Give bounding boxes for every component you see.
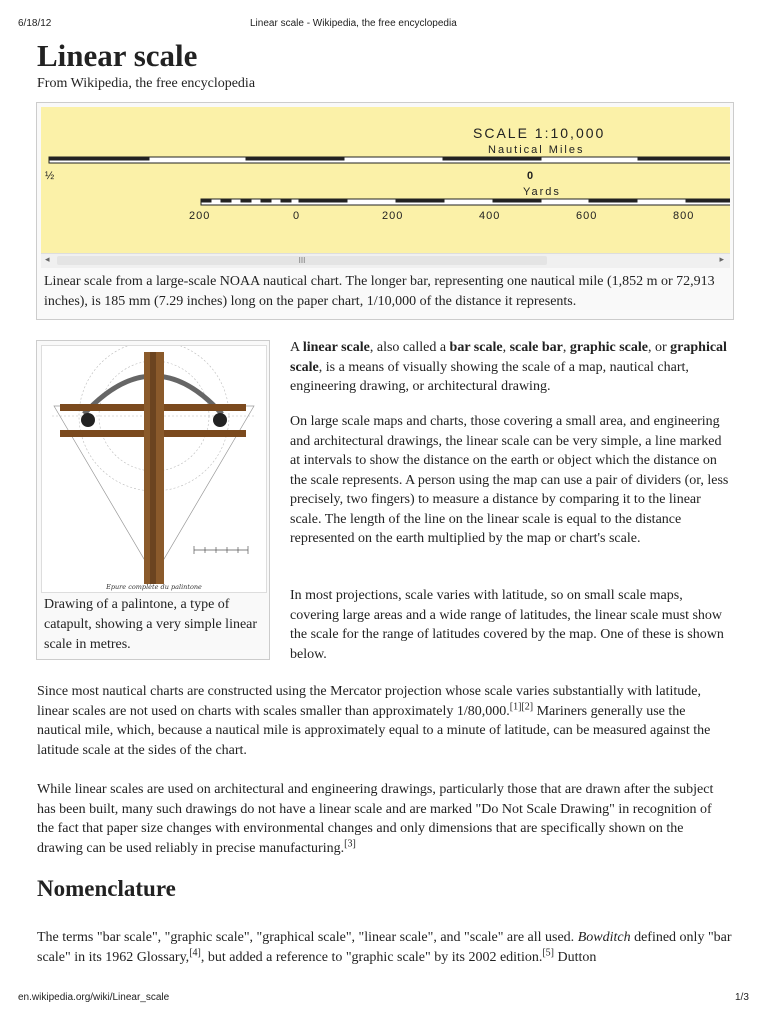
- palintone-figure: [36, 340, 270, 660]
- term-linear-scale: linear scale: [302, 340, 370, 355]
- yard-tick: 200: [189, 210, 211, 222]
- intro-paragraph: [290, 338, 732, 397]
- palintone-figure-caption: Drawing of a palintone, a type of catapult, showing a very simple linear scale in metres.: [44, 597, 258, 652]
- term-graphical-scale: graphical scale: [290, 340, 727, 375]
- text-run: defined only "bar scale" in its 1962 Glossary,: [37, 930, 732, 965]
- yard-tick: 0: [293, 210, 301, 222]
- page-title: Linear scale: [37, 38, 198, 73]
- half-mile-mark: ½: [45, 170, 55, 182]
- text-run: A: [290, 340, 303, 355]
- scroll-thumb[interactable]: [57, 256, 547, 265]
- text-run: ,: [502, 340, 510, 355]
- bowditch-title: Bowditch: [577, 930, 631, 945]
- text-run: The terms "bar scale", "graphic scale", "graphical scale", "linear scale", and "scale" are all used.: [37, 930, 578, 945]
- yards-bar: [201, 199, 730, 205]
- yard-tick: 600: [576, 210, 598, 222]
- palintone-drawing-caption: Epure complète du palintone: [106, 583, 202, 591]
- term-scale-bar: scale bar: [509, 340, 563, 355]
- yard-tick: 800: [673, 210, 695, 222]
- text-run: , is a means of visually showing the scale of a map, nautical chart, engineering drawing, or architectural drawing.: [290, 359, 689, 394]
- yards-label: Yards: [523, 186, 561, 198]
- text-run: Mariners generally use the nautical mile, which, because a nautical mile is approximately equal to a minute of latitude, can be measured against the latitude scale at the sides of the chart.: [37, 703, 711, 758]
- citation-link[interactable]: [1][2]: [509, 700, 534, 712]
- print-page-number: 1/3: [735, 992, 749, 1003]
- citation-link[interactable]: [4]: [189, 946, 201, 958]
- text-run: Dutton: [554, 949, 597, 965]
- nautical-scale-drawing: [41, 107, 730, 253]
- text-run: , also called a: [369, 340, 450, 355]
- nomenclature-paragraph: [37, 928, 732, 967]
- palintone-linear-scale: [194, 546, 248, 554]
- scroll-right-icon[interactable]: ▸: [719, 254, 724, 264]
- text-run: While linear scales are used on architectural and engineering drawings, particularly those that are drawn after the subject has been built, many such drawings do not have a linear scale and are marked "Do Not Scale Drawing" in recognition of the fact that paper size changes with environmental changes and only dimensions that are specifically shown on the drawing can be used reliably in precise manufacturing.: [37, 782, 714, 856]
- architectural-paragraph: [37, 780, 732, 858]
- text-run: , or: [647, 340, 671, 355]
- nautical-mile-bar: [49, 157, 730, 163]
- scale-figure-caption: Linear scale from a large-scale NOAA nautical chart. The longer bar, representing one nautical mile (1,852 m or 72,913 inches), is 185 mm (7.29 inches) long on the paper chart, 1/10,000 of the distance it represents.: [44, 274, 715, 309]
- scale-figure: [36, 102, 734, 320]
- large-scale-paragraph: On large scale maps and charts, those covering a small area, and engineering and architectural drawings, the linear scale can be very simple, a line marked at intervals to show the distance on the earth or object which the distance on the scale represents. A person using the map can use a pair of dividers (or, less precisely, two fingers) to measure a distance by comparing it to the linear scale. The length of the line on the linear scale is equal to the distance represented on the earth multiplied by the map or chart's scale.: [290, 414, 729, 546]
- scale-image[interactable]: [41, 107, 730, 267]
- palintone-drawing: [42, 346, 266, 592]
- scale-ratio-label: SCALE 1:10,000: [473, 125, 606, 141]
- yard-tick: 400: [479, 210, 501, 222]
- citation-link[interactable]: [3]: [344, 837, 356, 849]
- projection-paragraph: In most projections, scale varies with latitude, so on small scale maps, covering large areas and a wide range of latitudes, the linear scale must show the scale for the range of latitudes covered by the map. One of these is shown below.: [290, 588, 724, 662]
- scroll-left-icon[interactable]: ◂: [45, 254, 50, 264]
- yard-tick-labels: [189, 210, 694, 222]
- nautical-charts-paragraph: [37, 682, 732, 760]
- scroll-grip-icon: III: [298, 256, 306, 265]
- print-url: en.wikipedia.org/wiki/Linear_scale: [18, 992, 170, 1003]
- page-subtitle: From Wikipedia, the free encyclopedia: [37, 76, 256, 91]
- print-page-title: Linear scale - Wikipedia, the free encyclopedia: [250, 18, 457, 29]
- zero-mile-mark: 0: [527, 170, 534, 182]
- palintone-image[interactable]: [41, 345, 267, 593]
- term-bar-scale: bar scale: [449, 340, 503, 355]
- citation-link[interactable]: [5]: [542, 946, 555, 958]
- text-run: Since most nautical charts are constructed using the Mercator projection whose scale varies substantially with latitude, linear scales are not used on charts with scales smaller than approximately 1/80,000.: [37, 684, 702, 719]
- section-heading-nomenclature: Nomenclature: [37, 876, 176, 901]
- term-graphic-scale: graphic scale: [569, 340, 648, 355]
- text-run: , but added a reference to "graphic scale" by its 2002 edition.: [200, 949, 543, 965]
- print-date: 6/18/12: [18, 18, 52, 29]
- nautical-miles-label: Nautical Miles: [488, 144, 585, 156]
- horizontal-scrollbar[interactable]: [41, 253, 730, 268]
- yard-tick: 200: [382, 210, 404, 222]
- text-run: ,: [562, 340, 570, 355]
